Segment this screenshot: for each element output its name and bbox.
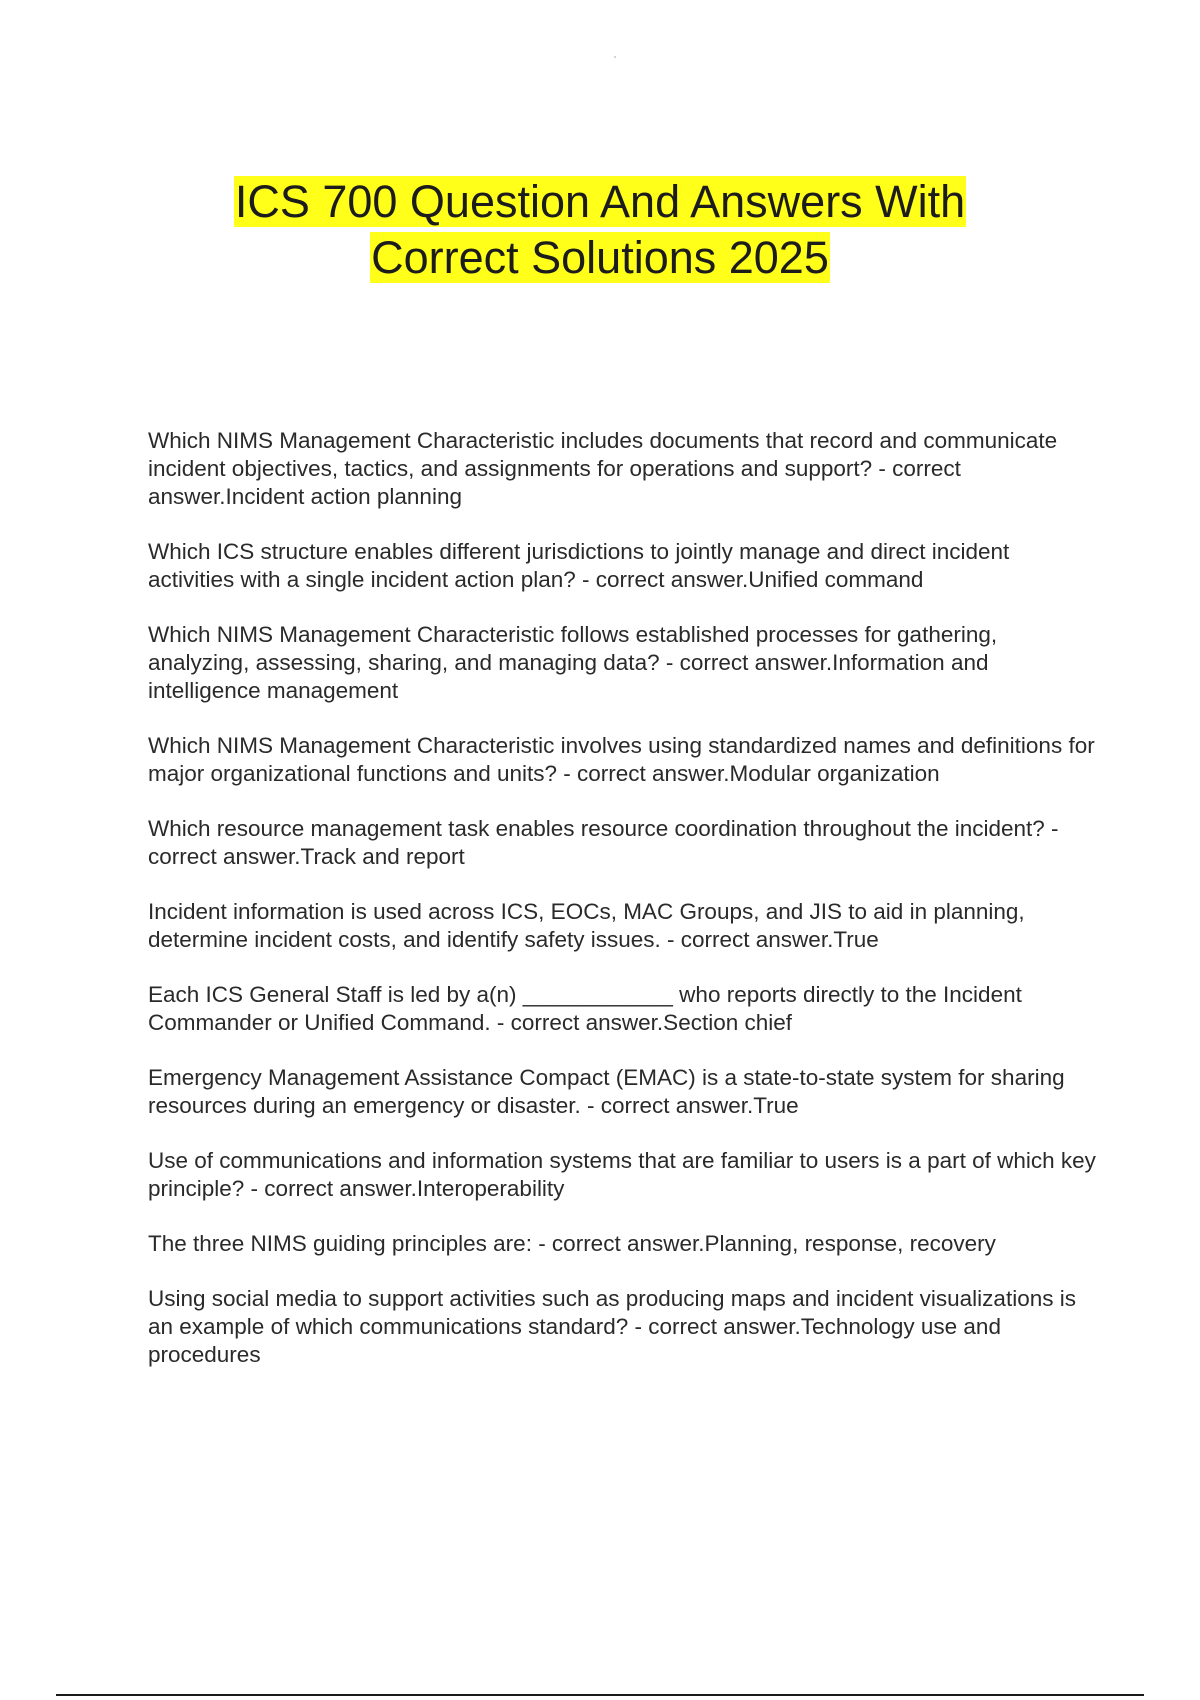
qa-item: Using social media to support activities such as producing maps and incident visualizations is an example of which communications standard? - correct answer.Technology use and procedures xyxy=(148,1286,1076,1367)
qa-item: The three NIMS guiding principles are: - correct answer.Planning, response, recovery xyxy=(148,1231,996,1256)
qa-item: Which NIMS Management Characteristic follows established processes for gathering, analyzing, assessing, sharing, and managing data? - correct answer.Information and intelligence management xyxy=(148,622,998,703)
qa-item: Each ICS General Staff is led by a(n) ____________ who reports directly to the Incident Commander or Unified Command. - correct answer.Section chief xyxy=(148,982,1022,1035)
qa-item: Incident information is used across ICS, EOCs, MAC Groups, and JIS to aid in planning, determine incident costs, and identify safety issues. - correct answer.True xyxy=(148,899,1025,952)
qa-item: Emergency Management Assistance Compact (EMAC) is a state-to-state system for sharing resources during an emergency or disaster. - correct answer.True xyxy=(148,1065,1065,1118)
qa-item: Which NIMS Management Characteristic involves using standardized names and definitions for major organizational functions and units? - correct answer.Modular organization xyxy=(148,733,1095,786)
title-line-2: Correct Solutions 2025 xyxy=(371,232,829,283)
title-line-1: ICS 700 Question And Answers With xyxy=(234,176,966,227)
document-title xyxy=(0,174,1200,286)
qa-item: Use of communications and information systems that are familiar to users is a part of which key principle? - correct answer.Interoperability xyxy=(148,1148,1096,1201)
footer-rule xyxy=(56,1694,1144,1696)
qa-item: Which ICS structure enables different jurisdictions to jointly manage and direct incident activities with a single incident action plan? - correct answer.Unified command xyxy=(148,539,1010,592)
qa-item: Which NIMS Management Characteristic includes documents that record and communicate incident objectives, tactics, and assignments for operations and support? - correct answer.Incident action planning xyxy=(148,428,1058,509)
qa-item: Which resource management task enables resource coordination throughout the incident? - correct answer.Track and report xyxy=(148,816,1059,869)
scan-speck xyxy=(614,56,616,58)
qa-list xyxy=(148,427,1098,1396)
